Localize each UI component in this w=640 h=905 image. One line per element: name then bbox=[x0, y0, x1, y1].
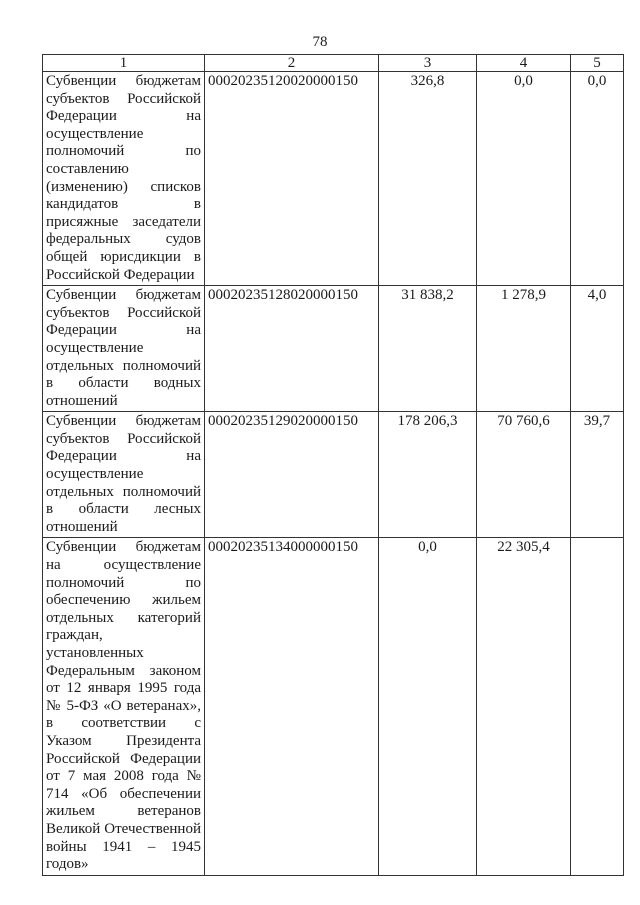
row-name: Субвенции бюджетам субъектов Российской Федерации на осуществление отдельных полномочий в области лесных отношений bbox=[43, 412, 205, 538]
row-name: Субвенции бюджетам субъектов Российской Федерации на осуществление отдельных полномочий в области водных отношений bbox=[43, 286, 205, 412]
row-code: 00020235129020000150 bbox=[205, 412, 379, 538]
row-col4: 70 760,6 bbox=[477, 412, 571, 538]
header-col-5: 5 bbox=[571, 55, 624, 72]
row-col5 bbox=[571, 538, 624, 875]
header-row bbox=[43, 55, 624, 72]
row-col5: 39,7 bbox=[571, 412, 624, 538]
row-col3: 31 838,2 bbox=[379, 286, 477, 412]
row-col3: 178 206,3 bbox=[379, 412, 477, 538]
header-col-3: 3 bbox=[379, 55, 477, 72]
header-col-2: 2 bbox=[205, 55, 379, 72]
row-col4: 1 278,9 bbox=[477, 286, 571, 412]
row-col3: 326,8 bbox=[379, 72, 477, 286]
row-code: 00020235120020000150 bbox=[205, 72, 379, 286]
header-col-4: 4 bbox=[477, 55, 571, 72]
row-col4: 22 305,4 bbox=[477, 538, 571, 875]
table-row bbox=[43, 538, 624, 875]
row-col5: 0,0 bbox=[571, 72, 624, 286]
table-row bbox=[43, 72, 624, 286]
header-col-1: 1 bbox=[43, 55, 205, 72]
row-code: 00020235128020000150 bbox=[205, 286, 379, 412]
budget-table bbox=[42, 54, 624, 876]
row-col5: 4,0 bbox=[571, 286, 624, 412]
page-number: 78 bbox=[312, 34, 328, 50]
row-name: Субвенции бюджетам на осуществление полномочий по обеспечению жильем отдельных категорий граждан, установленных Федеральным законом от 12 января 1995 года № 5-ФЗ «О ветеранах», в соответствии с Указом Президента Российской Федерации от 7 мая 2008 года № 714 «Об обеспечении жильем ветеранов Великой Отечественной войны 1941 – 1945 годов» bbox=[43, 538, 205, 875]
row-code: 00020235134000000150 bbox=[205, 538, 379, 875]
row-col3: 0,0 bbox=[379, 538, 477, 875]
table-row bbox=[43, 412, 624, 538]
table-row bbox=[43, 286, 624, 412]
row-col4: 0,0 bbox=[477, 72, 571, 286]
row-name: Субвенции бюджетам субъектов Российской Федерации на осуществление полномочий по составлению (изменению) списков кандидатов в присяжные заседатели федеральных судов общей юрисдикции в Российской Федерации bbox=[43, 72, 205, 286]
